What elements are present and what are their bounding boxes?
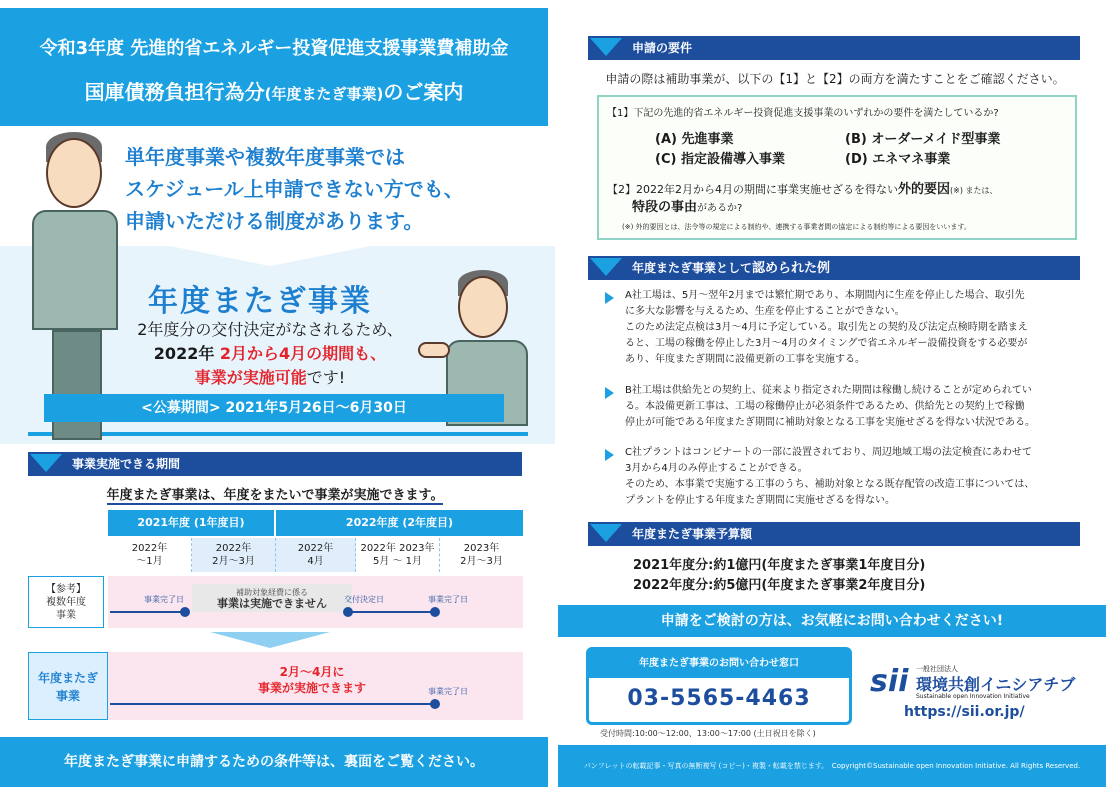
col-2-months: 2月〜3月 bbox=[212, 556, 255, 567]
ref-arrow-1 bbox=[110, 611, 182, 613]
hero-line-2: スケジュール上申請できない方でも、 bbox=[125, 177, 464, 201]
ref-dot-3 bbox=[430, 607, 440, 617]
ref-row-label bbox=[28, 576, 104, 628]
period-lead bbox=[60, 484, 490, 503]
nendo-months: 2月から4月の期間も、 bbox=[219, 344, 387, 363]
req-note: (※) 外的要因とは、法令等の規定による制約や、連携する事業者間の協定による制約等による要因をいいます。 bbox=[622, 223, 971, 231]
example-a-line: に多大な影響を与えるため、生産を停止することができない。 bbox=[625, 306, 905, 317]
hours: 受付時間:10:00〜12:00、13:00〜17:00 (土日祝日を除く) bbox=[600, 729, 816, 738]
hero-line-1: 単年度事業や複数年度事業では bbox=[125, 145, 405, 169]
hand-icon bbox=[418, 342, 450, 358]
example-c bbox=[625, 445, 1075, 509]
req-opt-d: (D) エネマネ事業 bbox=[845, 152, 951, 167]
org-name: 環境共創イニシアチブ bbox=[916, 675, 1076, 694]
fy1-header: 2021年度 (1年度目) bbox=[108, 510, 274, 536]
req-2 bbox=[607, 178, 998, 197]
req-opt-a: (A) 先進事業 bbox=[655, 132, 734, 147]
ref-dot-1 bbox=[180, 607, 190, 617]
example-b-line: る。本設備更新工事は、工場の稼働停止が必須条件であるため、供給先との契約上で稼働 bbox=[625, 401, 1025, 412]
req-lead: 申請の際は補助事業が、以下の【1】と【2】の両方を満たすことをご確認ください。 bbox=[605, 72, 1065, 86]
fy2-header: 2022年度 (2年度目) bbox=[276, 510, 523, 536]
ref-gray-top: 補助対象経費に係る bbox=[236, 588, 308, 597]
col-3-year: 2022年 bbox=[297, 543, 334, 554]
example-c-line: C社プラントはコンビナートの一部に設置されており、周辺地域工場の法定検査にあわせて bbox=[625, 447, 1032, 458]
example-b-line: 停止が可能である年度またぎ期間に補助対象となる工事を実施せざるを得ない状況である。 bbox=[625, 417, 1035, 428]
site-url[interactable]: https://sii.or.jp/ bbox=[904, 704, 1025, 720]
example-a-line: ると、工場の稼働を停止した3月〜4月のタイミングで省エネルギー設備投資をする必要が bbox=[625, 338, 1028, 349]
down-chevron-icon bbox=[170, 246, 370, 266]
example-a bbox=[625, 288, 1075, 368]
nendo-line-2 bbox=[100, 342, 440, 366]
sii-logo: sii bbox=[870, 664, 909, 699]
nendo-desu: です! bbox=[306, 368, 346, 387]
col-2-year: 2022年 bbox=[215, 543, 252, 554]
req-2-a: 【2】2022年2月から4月の期間に事業実施せざるを得ない bbox=[607, 183, 898, 196]
nendo-red-1: 2月〜4月に bbox=[279, 665, 345, 679]
nendo-label-1: 年度またぎ bbox=[37, 671, 98, 685]
contact-header: 年度またぎ事業のお問い合わせ窓口 bbox=[589, 650, 849, 678]
req-2-line2 bbox=[632, 196, 742, 215]
req-2-e: があるか? bbox=[697, 203, 743, 214]
ref-end-label-1: 事業完了日 bbox=[144, 595, 184, 604]
down-arrow-icon bbox=[210, 632, 330, 648]
col-4-year: 2022年 2023年 bbox=[360, 543, 435, 554]
example-c-line: そのため、本事業で実施する工事のうち、補助対象となる既存配管の改造工事については、 bbox=[625, 479, 1035, 490]
nendo-arrow bbox=[110, 703, 432, 705]
example-c-line: プラントを停止する年度またぎ期間に実施せざるを得ない。 bbox=[625, 495, 895, 506]
right-footer-band: パンフレットの転載記事・写真の無断複写 (コピー)・複製・転載を禁じます。 Copyright©Sustainable open Innovation Initiative. All Rights Reserved. bbox=[558, 745, 1106, 787]
nendo-year: 2022年 bbox=[153, 344, 220, 363]
period-lead-text: 年度またぎ事業は、年度をまたいで事業が実施できます。 bbox=[106, 488, 444, 503]
section-triangle-icon bbox=[590, 38, 622, 56]
example-b-triangle-icon bbox=[605, 387, 614, 399]
nendo-red-2: 事業が実施できます bbox=[257, 681, 366, 695]
example-section-b: 認められた例 bbox=[752, 261, 831, 276]
col-3 bbox=[276, 538, 356, 572]
ref-label-3: 事業 bbox=[56, 610, 76, 621]
ref-label-1: 【参考】 bbox=[46, 584, 86, 595]
title-line-2-tail: のご案内 bbox=[383, 80, 464, 104]
req-2-c: (※) または、 bbox=[950, 186, 998, 195]
nendo-line-3 bbox=[100, 366, 440, 390]
example-b bbox=[625, 383, 1075, 431]
req-2-b: 外的要因 bbox=[898, 182, 951, 197]
contact-box bbox=[586, 647, 852, 725]
ref-koufu-label: 交付決定日 bbox=[344, 595, 384, 604]
ref-gray-main: 事業は実施できません bbox=[217, 597, 327, 610]
phone-number[interactable]: 03-5565-4463 bbox=[627, 686, 811, 711]
example-section-a: 年度またぎ事業として bbox=[632, 261, 753, 275]
ref-arrow-2 bbox=[352, 611, 432, 613]
budget-section-header: 年度またぎ事業予算額 bbox=[588, 522, 1080, 546]
koubo-period: <公募期間> 2021年5月26日〜6月30日 bbox=[44, 394, 504, 422]
req-opt-b: (B) オーダーメイド型事業 bbox=[845, 132, 1001, 147]
section-triangle-icon bbox=[590, 258, 622, 276]
example-a-triangle-icon bbox=[605, 292, 614, 304]
title-line-2-paren: (年度またぎ事業) bbox=[264, 85, 384, 103]
req-section-header: 申請の要件 bbox=[588, 36, 1080, 60]
trousers-icon bbox=[52, 330, 102, 440]
example-a-line: このため法定点検は3月〜4月に予定している。取引先との契約及び法定点検時期を踏まえ bbox=[625, 322, 1028, 333]
example-c-triangle-icon bbox=[605, 449, 614, 461]
title-line-2 bbox=[0, 76, 548, 105]
req-2-d: 特段の事由 bbox=[632, 200, 698, 215]
example-c-line: 3月から4月のみ停止することができる。 bbox=[625, 463, 808, 474]
nendo-possible: 事業が実施可能 bbox=[194, 368, 307, 387]
nendo-line-1: 2年度分の交付決定がなされるため、 bbox=[137, 320, 403, 339]
nendo-end-label: 事業完了日 bbox=[428, 687, 468, 696]
ref-end-label-2: 事業完了日 bbox=[428, 595, 468, 604]
org-small: 一般社団法人 bbox=[916, 665, 958, 673]
nendo-label-2: 事業 bbox=[55, 689, 80, 703]
budget-2: 2022年度分:約5億円(年度またぎ事業2年度目分) bbox=[633, 578, 926, 593]
nendo-title: 年度またぎ事業 bbox=[148, 284, 372, 319]
req-1: 【1】下記の先進的省エネルギー投資促進支援事業のいずれかの要件を満たしているか? bbox=[607, 108, 999, 119]
col-3-months: 4月 bbox=[307, 556, 324, 567]
col-1-months: 〜1月 bbox=[136, 556, 163, 567]
nendo-red-text bbox=[192, 664, 432, 696]
hero-line-3: 申請いただける制度があります。 bbox=[125, 209, 424, 233]
col-5 bbox=[440, 538, 523, 572]
title-line-2-main: 国庫債務負担行為分 bbox=[84, 80, 265, 104]
ref-label-2: 複数年度 bbox=[46, 597, 86, 608]
org-en: Sustainable open Innovation Initiative bbox=[916, 693, 1030, 700]
example-section-header bbox=[588, 256, 1080, 280]
left-footer-band: 年度またぎ事業に申請するための条件等は、裏面をご覧ください。 bbox=[0, 737, 548, 787]
budget-1: 2021年度分:約1億円(年度またぎ事業1年度目分) bbox=[633, 558, 926, 573]
period-section-header: 事業実施できる期間 bbox=[28, 452, 522, 476]
section-triangle-icon bbox=[590, 524, 622, 542]
nendo-row-label bbox=[28, 652, 108, 720]
face-icon bbox=[46, 138, 102, 208]
col-1 bbox=[108, 538, 192, 572]
title-band bbox=[0, 8, 548, 126]
col-1-year: 2022年 bbox=[131, 543, 168, 554]
col-4-months: 5月 〜 1月 bbox=[372, 556, 423, 567]
col-4 bbox=[356, 538, 440, 572]
face-icon bbox=[458, 276, 508, 338]
example-b-line: B社工場は供給先との契約上、従来より指定された期間は稼働し続けることが定められてい bbox=[625, 385, 1032, 396]
section-triangle-icon bbox=[30, 454, 62, 472]
example-a-line: A社工場は、5月〜翌年2月までは繁忙期であり、本期間内に生産を停止した場合、取引先 bbox=[625, 290, 1025, 301]
col-2 bbox=[192, 538, 276, 572]
col-5-months: 2月〜3月 bbox=[460, 556, 503, 567]
title-line-1: 令和3年度 先進的省エネルギー投資促進支援事業費補助金 bbox=[39, 38, 509, 59]
col-5-year: 2023年 bbox=[463, 543, 500, 554]
ref-blocked-box bbox=[192, 584, 352, 612]
nendo-dot bbox=[430, 699, 440, 709]
contact-band: 申請をご検討の方は、お気軽にお問い合わせください! bbox=[558, 605, 1106, 637]
example-a-line: あり、年度またぎ期間に設備更新の工事を実施する。 bbox=[625, 354, 865, 365]
req-opt-c: (C) 指定設備導入事業 bbox=[655, 152, 785, 167]
